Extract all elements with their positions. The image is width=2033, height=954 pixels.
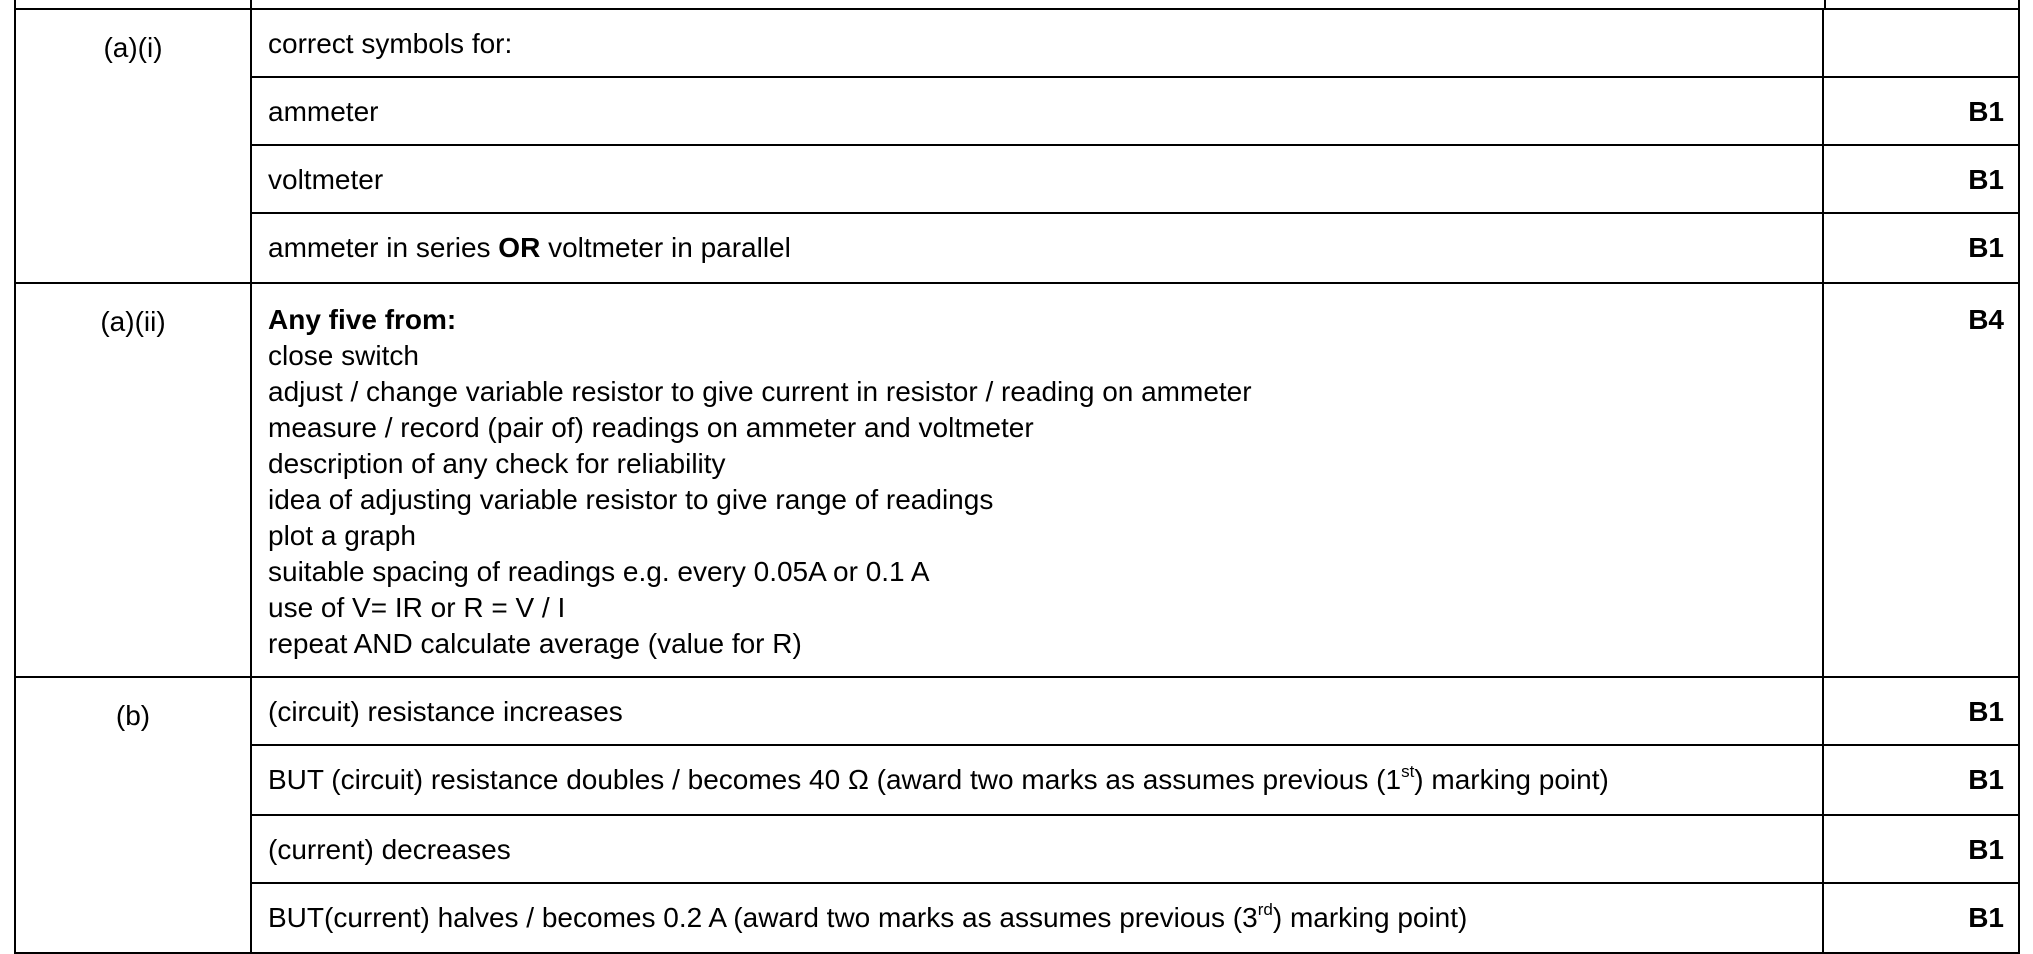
mark-scheme-table [14,8,2020,954]
answer-text: ammeter in series [268,232,499,263]
answer-emphasis: OR [498,232,541,263]
mark-cell: B1 [1823,77,2019,145]
answer-cell [251,213,1823,283]
table-row [15,745,2019,815]
answer-cell: (current) decreases [251,815,1823,883]
answer-text: ) marking point) [1272,902,1468,933]
list-item: use of V= IR or R = V / I [268,592,566,623]
list-item: idea of adjusting variable resistor to give range of readings [268,484,994,515]
table-row [15,815,2019,883]
table-row [15,883,2019,953]
table-top-edge [14,0,2020,8]
answer-text: BUT(current) halves / becomes 0.2 A (award two marks as assumes previous (3 [268,902,1258,933]
question-number: (a)(i) [15,9,251,283]
answer-text: ) marking point) [1414,764,1609,795]
mark-cell: B4 [1823,283,2019,677]
list-item: description of any check for reliability [268,448,726,479]
table-row [15,9,2019,77]
list-item: repeat AND calculate average (value for R) [268,628,802,659]
mark-cell: B1 [1823,145,2019,213]
answer-text: voltmeter in parallel [540,232,791,263]
answer-cell [251,745,1823,815]
column-line [1824,0,1826,8]
question-number: (a)(ii) [15,283,251,677]
column-line [14,0,16,8]
question-number: (b) [15,677,251,953]
answer-cell: correct symbols for: [251,9,1823,77]
answer-heading: Any five from: [268,304,457,335]
mark-cell [1823,9,2019,77]
table-row [15,213,2019,283]
table-row [15,77,2019,145]
mark-cell: B1 [1823,883,2019,953]
mark-cell: B1 [1823,677,2019,745]
list-item: plot a graph [268,520,416,551]
table-row [15,677,2019,745]
ordinal-suffix: rd [1257,900,1273,919]
list-item: close switch [268,340,419,371]
mark-cell: B1 [1823,745,2019,815]
ordinal-suffix: st [1401,762,1415,781]
mark-cell: B1 [1823,815,2019,883]
answer-cell: (circuit) resistance increases [251,677,1823,745]
answer-cell [251,283,1823,677]
list-item: measure / record (pair of) readings on ammeter and voltmeter [268,412,1034,443]
column-line [2018,0,2020,8]
answer-cell [251,883,1823,953]
table-row [15,283,2019,677]
mark-cell: B1 [1823,213,2019,283]
list-item: suitable spacing of readings e.g. every 0.05A or 0.1 A [268,556,930,587]
table-row [15,145,2019,213]
answer-cell: ammeter [251,77,1823,145]
list-item: adjust / change variable resistor to give current in resistor / reading on ammeter [268,376,1252,407]
answer-text: BUT (circuit) resistance doubles / becomes 40 Ω (award two marks as assumes previous (1 [268,764,1402,795]
answer-cell: voltmeter [251,145,1823,213]
column-line [250,0,252,8]
